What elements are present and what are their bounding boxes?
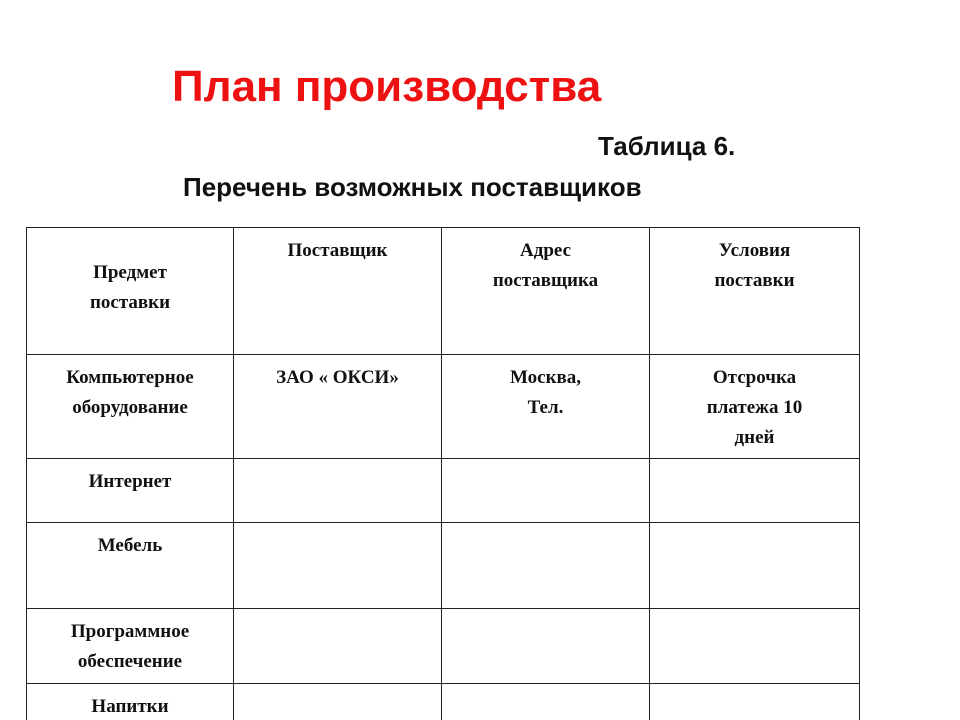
header-cell-terms <box>650 228 860 355</box>
cell-subject <box>27 684 234 720</box>
table-row <box>27 355 860 459</box>
header-address-line1: Адрес <box>520 240 571 261</box>
header-subject-line2: поставки <box>89 292 171 313</box>
table-header-row <box>27 228 860 355</box>
header-address-line2: поставщика <box>492 270 599 291</box>
subject-line2: оборудование <box>72 397 188 418</box>
supplier-name: ЗАО « ОКСИ» <box>276 367 399 388</box>
cell-supplier <box>234 355 442 459</box>
subject-line1: Компьютерное <box>66 367 194 388</box>
cell-subject <box>27 523 234 609</box>
header-terms-line2: поставки <box>714 270 795 291</box>
slide-title: План производства <box>172 62 602 111</box>
cell-terms <box>650 609 860 684</box>
cell-supplier <box>234 609 442 684</box>
cell-terms <box>650 523 860 609</box>
cell-terms <box>650 684 860 720</box>
subject-line1: Мебель <box>97 535 163 556</box>
header-cell-subject <box>27 228 234 355</box>
address-line2: Тел. <box>527 397 564 418</box>
cell-terms <box>650 459 860 523</box>
table-row <box>27 523 860 609</box>
cell-address <box>442 523 650 609</box>
cell-subject <box>27 609 234 684</box>
header-cell-address <box>442 228 650 355</box>
table-row <box>27 609 860 684</box>
terms-line1: Отсрочка <box>712 367 797 388</box>
subject-line1: Программное <box>70 621 190 642</box>
cell-terms <box>650 355 860 459</box>
cell-subject <box>27 355 234 459</box>
table-number: Таблица 6. <box>598 131 736 161</box>
cell-supplier <box>234 684 442 720</box>
header-supplier: Поставщик <box>287 240 388 261</box>
cell-address <box>442 684 650 720</box>
header-cell-supplier <box>234 228 442 355</box>
table-row <box>27 459 860 523</box>
terms-line2: платежа 10 <box>706 397 803 418</box>
header-subject-line1: Предмет <box>93 262 167 283</box>
terms-line3: дней <box>734 427 775 448</box>
cell-supplier <box>234 523 442 609</box>
cell-subject <box>27 459 234 523</box>
cell-address <box>442 355 650 459</box>
subject-line1: Интернет <box>88 471 172 492</box>
cell-supplier <box>234 459 442 523</box>
table-row <box>27 684 860 720</box>
subject-line1: Напитки <box>91 696 169 717</box>
cell-address <box>442 459 650 523</box>
cell-address <box>442 609 650 684</box>
table-caption: Перечень возможных поставщиков <box>183 172 642 202</box>
address-line1: Москва, <box>509 367 582 388</box>
subject-line2: обеспечение <box>77 651 183 672</box>
suppliers-table <box>26 227 860 720</box>
header-terms-line1: Условия <box>718 240 791 261</box>
